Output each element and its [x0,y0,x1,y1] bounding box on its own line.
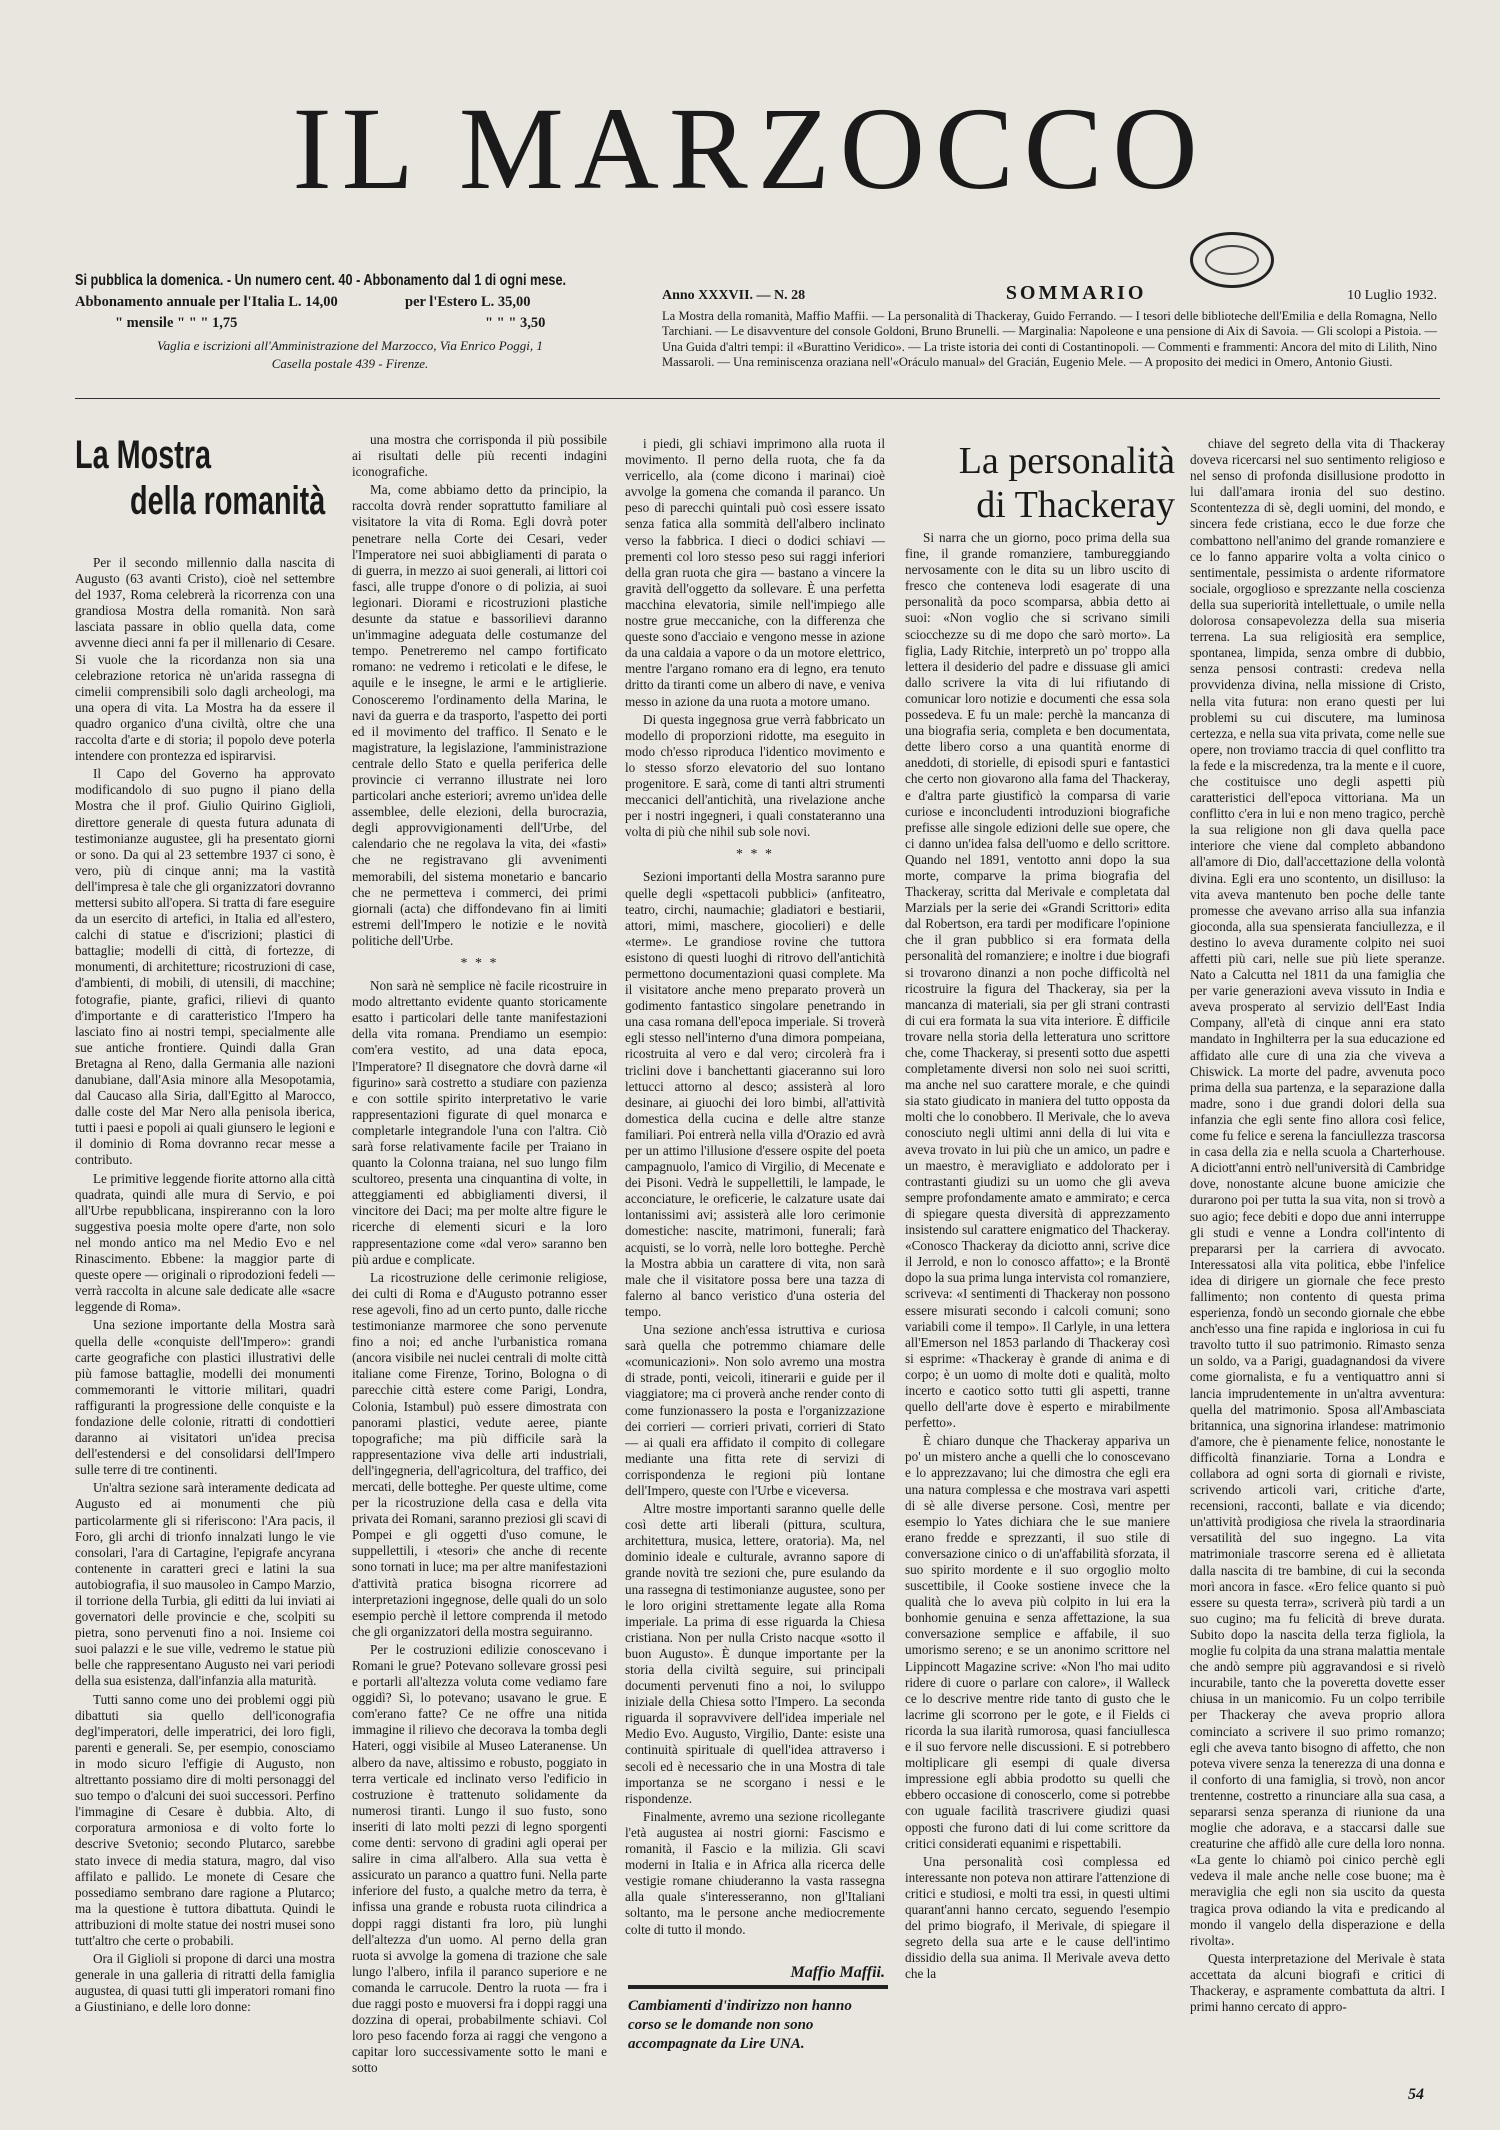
header-divider [75,398,1440,399]
headline-line-1: La personalità [958,440,1175,482]
publication-frequency: Si pubblica la domenica. - Un numero cent. 40 - Abbonamento dal 1 di ogni mese. [75,272,567,289]
paragraph: Per le costruzioni edilizie conoscevano i Romani le grue? Potevano sollevare grossi pesi e portarli all'altezza voluta come vediamo fare oggidì? Sì, lo potevano; usavano le grue. E com'erano fatte? Ce ne offre una nitida immagine il rilievo che decorava la tomba degli Hateri, oggi visibile al Museo Lateranense. Un albero da nave, altissimo e robusto, poggiato in terra verticale ed inclinato verso l'edificio in costruzione è trattenuto solidamente da numerosi tiranti. Lungo il suo fusto, sono inseriti di lato molti pezzi di legno sporgenti come denti: servono di gradini agli operai per salire in cima all'albero. Alla sua vetta è assicurato un paranco a quattro funi. Nella parte inferiore del fusto, a qualche metro da terra, è infissa una grande e robusta ruota cilindrica a doppi raggi distanti fra loro, più lunghi dell'altezza d'un uomo. Al perno della gran ruota si avvolge la gomena di trazione che sale lungo l'albero, infila il paranco superiore e ne comanda le carrucole. Dentro la ruota — fra i due raggi posto e muoversi fra i doppi raggi una dozzina di operai, probabilmente schiavi. Col loro peso facendo forza ai raggi che vengono a capitar loro successivamente sotto le mani e sotto [352,1641,607,2076]
article-column-2 [352,432,607,2097]
subscription-monthly-italy: " mensile " " " 1,75 [115,315,238,331]
administration-address: Vaglia e iscrizioni all'Amministrazione del Marzocco, Via Enrico Poggi, 1 [157,338,543,353]
section-separator: * * * [736,847,774,863]
article-column-4 [905,530,1170,2090]
issue-number: Anno XXXVII. — N. 28 [662,288,806,303]
subscription-abroad: per l'Estero L. 35,00 [405,294,531,310]
paragraph: Si narra che un giorno, poco prima della sua fine, il grande romanziere, tambureggiando nervosamente con le dita su un libro uscito di fresco che conteneva lodi esagerate di una personalità da poco scomparsa, abbia detto ai suoi: «Non voglio che si scrivano simili sciocchezze su di me dopo che sarò morto». La figlia, Lady Ritchie, interpretò un po' troppo alla lettera il desiderio del padre e dissuase gli amici dallo scrivere la vita di lui rifiutando di comunicar loro notizie e documenti che essa sola possedeva. E fu un male: perchè la mancanza di una biografia seria, completa e ben documentata, dette libero corso a una quantità enorme di aneddoti, di storielle, di episodi spuri e fantastici che certo non giovarono alla fama del Thackeray, e d'altra parte giustificò la comparsa di varie curiose e inconcludenti introduzioni biografiche prefisse alle singole edizioni delle sue opere, che ci danno un'idea falsa dell'uomo e dello scrittore. Quando nel 1891, ventotto anni dopo la sua morte, comparve la prima biografia del Thackeray, scritta dal Merivale e completata dal Marzials per la serie dei «Grandi Scrittori» edita dal Robertson, era tardi per modificare l'opinione che il gran pubblico si era formata della personalità del romanziere; e inoltre i due biografi si trovarono dinanzi a non poche difficoltà nel ricostruire la figura del Thackeray, sia per la mancanza di materiali, sia per gli strani contrasti di cui era formata la sua vita interiore. È difficile trovare nella storia della letteratura uno scrittore che, come Thackeray, si presenti sotto due aspetti completamente diversi non solo nei suoi scritti, ma anche nel suo carattere morale, e che quindi sia stato giudicato in maniera del tutto opposta da molti che lo conobbero. Il Merivale, che lo aveva conosciuto negli ultimi anni della di lui vita e aveva trovato in lui più che un amico, un padre e un maestro, è meravigliato e addolorato per i contrastanti giudizi su un uomo che gli aveva sempre profondamente amato e ammirato; e cerca di spiegare questa diversità di apprezzamento insistendo sul carattere enigmatico del Thackeray. «Conosco Thackeray da diciotto anni, scrive dice il Jerrold, e non lo conosco affatto»; e la Brontë dopo la sua prima lunga intervista col romanziere, scriveva: «I sentimenti di Thackeray non possono essere misurati secondo i calcoli comuni; sono variabili come il tempo». Il Carlyle, in una lettera all'Emerson nel 1853 parlando di Thackeray così si esprime: «Thackeray è grande di anima e di corpo; è un uomo di molte doti e qualità, molto incerto e caotico sotto tutti gli aspetti, tranne quello dell'arte dove è esperto e mirabilmente perfetto». [905,530,1170,1431]
headline-line-1: La Mostra [75,433,212,477]
article-column-3 [625,436,885,1971]
paragraph: Le primitive leggende fiorite attorno alla città quadrata, quindi alle mura di Servio, e poi all'Urbe repubblicana, inspireranno con la loro suggestiva poesia molte opere d'arte, non solo nel mondo antico ma nel Medio Evo e nel Rinascimento. Ebbene: la maggior parte di queste opere — originali o riprodozioni fedeli — verrà raccolta in alcune sale dedicate alle «sacre leggende di Roma». [75,1170,335,1315]
paragraph: Di questa ingegnosa grue verrà fabbricato un modello di proporzioni ridotte, ma eseguito in modo ch'esso riproduca l'identico movimento e lo stesso sforzo elevatorio del suo lontano progenitore. E sarà, come di tanti altri strumenti meccanici dell'antichità, una rivelazione anche per i nostri ingegneri, i quali constateranno una volta di più che nihil sub sole novi. [625,711,885,840]
library-stamp [1190,232,1274,288]
paragraph: Una sezione importante della Mostra sarà quella delle «conquiste dell'Impero»: grandi carte geografiche con plastici illustrativi delle più famose battaglie, modelli dei monumenti commemoranti le vittorie militari, quadri raffiguranti la progressione delle conquiste e la fondazione delle colonie, ritratti di condottieri daranno ai visitatori un'idea precisa dell'estendersi e del consolidarsi dell'Impero sulle terre di tre continenti. [75,1317,335,1478]
paragraph: chiave del segreto della vita di Thackeray doveva ricercarsi nel suo sentimento religioso e nel senso di profonda disillusione prodotto in lui dall'amara ironia del suo destino. Scontentezza di sè, degli uomini, del mondo, e sincera fede cristiana, ecco le due forze che combattono nell'animo del grande romanziere e ce lo fanno apparire volta a volta cinico o sentimentale, pessimista o ardente riformatore sociale, orgoglioso e sprezzante nella coscienza della sua superiorità intellettuale, o umile nella dolorosa consapevolezza della sua miseria terrena. La sua religiosità era semplice, spontanea, limpida, senza ombre di dubbio, senza pensosi contrasti: credeva nella provvidenza divina, nella missione di Cristo, nella vita futura: non erano questi per lui problemi su cui discutere, ma luminosa certezza, e nella sua vita privata, come nelle sue opere, non troviamo traccia di quel conflitto tra la fede e la miscredenza, tra la mente e il cuore, che costituisce uno degli aspetti più caratteristici dell'epoca vittoriana. Ma un conflitto c'era in lui e non meno tragico, perchè la sua religione non gli dava quella pace interiore che viene dal completo abbandono all'amore di Dio, dall'accettazione della volontà divina. Egli era uno scontento, un disilluso: la vita aveva mantenuto ben poche delle tante promesse che avevano arriso alla sua infanzia gioconda, alla sua spensierata fanciullezza, e il destino lo aveva duramente colpito nei suoi affetti più cari, nelle sue più liete speranze. Nato a Calcutta nel 1811 da una famiglia che per varie generazioni aveva vissuto in India e aveva prosperato al servizio dell'East India Company, all'età di cinque anni era stato mandato in Inghilterra per la sua educazione ed affidato alle cure di una zia che viveva a Chiswick. La morte del padre, avvenuta poco prima della sua partenza, e la separazione dalla madre, sono i due grandi dolori della sua infanzia che egli sente fino allora così felice, come fu felice e serena la fanciullezza trascorsa in casa della zia e nella scuola a Charterhouse. A diciott'anni entrò nell'università di Cambridge dove, nonostante alcune buone amicizie che durarono poi per tutta la sua vita, non si trovò a suo agio; fece debiti e dopo due anni interruppe gli studi e venne a Londra coll'intento di prepararsi per la carriera di avvocato. Interessatosi alla vita politica, ebbe l'infelice idea di dirigere un giornale che fece presto fallimento; non contento di questa prima esperienza, fondò un secondo giornale che ebbe anch'esso una fine rapida e ingloriosa in cui fu travolto tutto il suo patrimonio. Rimasto senza un soldo, va a Parigi, guadagnandosi da vivere come giornalista, e fu a ventiquattro anni si lancia imprudentemente in un'altra avventura: quella del matrimonio. Sposa all'Ambasciata britannica, una signorina irlandese: matrimonio d'amore, che è pienamente felice, nonostante le difficoltà finanziarie. Torna a Londra e collabora ad ogni sorta di giornali e riviste, scrivendo articoli vari, critiche d'arte, recensioni, racconti, ballate e via dicendo; un'attività prodigiosa che rivela la straordinaria versatilità del suo ingegno. La vita matrimoniale trascorre serena ed è allietata dalla nascita di tre bambine, di cui la seconda morì ancora in fasce. «Ero felice quanto si può essere su questa terra», scriverà più tardi a un suo cugino; ma fu felicità di breve durata. Subito dopo la nascita della terza figliola, la moglie fu colpita da una strana malattia mentale che andò sempre più aggravandosi e si rivelò incurabile, tanto che la poveretta dovette esser chiusa in un manicomio. Fu un colpo terribile per Thackeray che aveva proprio allora cominciato a scrivere il suo primo romanzo; egli che aveva tanto bisogno di affetto, che non poteva vivere senza la tenerezza di una donna e il conforto di una famiglia, si trovò, non ancor trentenne, costretto a rinunciare alla sua casa, a separarsi senza speranza di riunione da una moglie che adorava, e a staccarsi dalle sue creaturine che affidò alle cure della loro nonna. «La gente lo chiamò poi cinico perchè egli vedeva il male anche nelle cose buone; ma è meraviglia che egli non sia uscito da questa tragica prova odiando la vita e predicando al mondo il vangelo della disperazione e della rivolta». [1190,436,1445,1948]
subscription-row-monthly [75,315,625,332]
page-number: 54 [1408,2086,1424,2103]
paragraph: Non sarà nè semplice nè facile ricostruire in modo altrettanto evidente quanto storicamente esatto i particolari delle tante manifestazioni della vita romana. Prendiamo un esempio: com'era vestito, ad una data epoca, l'Imperatore? Il disegnatore che dovrà darne «il figurino» sarà costretto a studiare con pazienza e con sottile spirito interpretativo le varie rappresentazioni figurate di quel monarca e completarle integrandole l'una con l'altra. Ciò sarà forse relativamente facile per Traiano in quanto la Colonna traiana, nel suo lungo film scultoreo, presenta una cinquantina di volte, in atteggiamenti ed abbigliamenti diversi, il vincitore dei Daci; ma per molte altre figure le ricerche di elementi sicuri e la loro rappresentazione come «dal vero» saranno ben più ardue e complicate. [352,978,607,1267]
paragraph: Ma, come abbiamo detto da principio, la raccolta dovrà render soprattutto familiare al visitatore la vita di Roma. Egli dovrà poter penetrare nella Corte dei Cesari, veder l'Imperatore nei suoi abbigliamenti di parata o di guerra, in mezzo ai suoi generali, ai littori coi fasci, alle truppe d'onore o di polizia, ai suoi legionari. Diorami e ricostruzioni plastiche desunte da statue e bassorilievi daranno un'immagine adeguata delle costumanze del tempo. Penetreremo nel campo fortificato romano: ne vedremo i reticolati e le difese, le aquile e le insegne, le armi e le artiglierie. Conosceremo l'ordinamento della Marina, le navi da guerra e da trasporto, l'aspetto dei porti ed il movimento del traffico. Il Senato e le magistrature, la legislazione, l'amministrazione centrale dello Stato e quella periferica delle provincie ci verranno illustrate nei loro particolari anche esteriori; avremo un'idea delle assemblee, delle elezioni, della burocrazia, degli approvvigionamenti dell'Urbe, del calendario che ne regolava la vita, dei «fasti» che ne registravano gli avvenimenti memorabili, del sistema monetario e bancario che ne permetteva i commerci, dei primi giornali (acta) che diffondevano fin ai limiti estremi dell'Impero le notizie e le novità politiche dell'Urbe. [352,482,607,948]
article-headline-mostra [75,432,340,524]
paragraph: Sezioni importanti della Mostra saranno pure quelle degli «spettacoli pubblici» (anfiteatro, teatro, circhi, naumachie; gladiatori e bestiarii, attori, mimi, maschere, giocolieri) e delle «terme». Le grandiose rovine che tuttora esistono di questi luoghi di ritrovo dell'antichità permettono documentazioni quasi complete. Ma il visitatore anche meno preparato proverà un godimento fantastico singolare penetrando in una casa romana dell'epoca imperiale. Si troverà egli stesso nell'interno d'una dimora pompeiana, ricostruita al vero e dal vero; circolerà fra i triclini dove i banchettanti giaceranno sui loro lettucci attorno al desco; assisterà al loro desinare, ai giuochi dei loro bimbi, all'attività domestica della cucina e delle altre stanze familiari. Poi entrerà nella villa d'Orazio ed avrà per un attimo l'illusione d'essere ospite del poeta campagnuolo, l'amico di Virgilio, di Mecenate e dei Pisoni. Vedrà le suppellettili, le lampade, le acconciature, le oreficerie, le calzature usate dai lontanissimi avi; assisterà alle loro cerimonie domestiche: nascite, matrimoni, funerali; farà acquisti, se lo vorrà, nelle loro botteghe. Perchè la Mostra abbia un carattere di vita, non sarà male che il visitatore possa bere una tazza di falerno al banco veristico d'una osteria del tempo. [625,869,885,1319]
paragraph: Altre mostre importanti saranno quelle delle così dette arti liberali (pittura, scultura, architettura, musica, lettere, oratoria). Ma, nel dominio ideale e culturale, avranno sapore di grande novità tre sezioni che, pure esulando da una rassegna di testimonianze augustee, sono per le loro origini strettamente legate alla Roma imperiale. La prima di esse riguarda la Chiesa cristiana. Non per nulla Cristo nacque «sotto il buon Augusto». È dunque importante per la storia della civiltà seguire, sui principali documenti pervenuti fino a noi, lo sviluppo iniziale della Chiesa sotto l'Impero. La seconda riguarda il sopravvivere dell'idea imperiale nel Medio Evo. Augusto, Virgilio, Dante: esiste una continuità spirituale di quell'idea attraverso i secoli ed è necessario che in una Mostra di tale importanza se ne scorgano i nessi e le rispondenze. [625,1501,885,1806]
paragraph: una mostra che corrisponda il più possibile ai risultati delle più recenti indagini iconografiche. [352,432,607,480]
paragraph: Tutti sanno come uno dei problemi oggi più dibattuti sia quello dell'iconografia degl'imperatori, delle imperatrici, dei loro figli, parenti e generali. Se, per esempio, conosciamo in modo sicuro l'effigie di Augusto, non altrettanto possiamo dire di molti personaggi del suo tempo o d'alcuni dei suoi successori. Perfino l'immagine di Cesare è dubbia. Alto, di corporatura armoniosa e di volto forte lo descrive Svetonio; secondo Plutarco, sarebbe stato invece di media statura, magro, dal viso affilato e pallido. Le monete di Cesare che possediamo sembrano dare ragione a Plutarco; ma la questione è tuttora dibattuta. Quindi le attribuzioni di molte statue dei nostri musei sono tutt'altro che certe o probabili. [75,1691,335,1948]
paragraph: Il Capo del Governo ha approvato modificandolo di suo pugno il piano della Mostra che il prof. Giulio Quirino Giglioli, direttore generale di questa futura adunata di testimonianze augustee, gli ha presentato giorni or sono. Da qui al 23 settembre 1937 ci sono, è vero, più di cinque anni; ma la vastità dell'impresa è tale che gli organizzatori dovranno mettersi subito all'opera. Si tratta di fare eseguire da un esercito di artefici, in Italia ed all'estero, calchi di statue e d'iscrizioni; plastici di battaglie; modelli di città, di fortezze, di monumenti, di architetture; ricostruzioni di case, d'ambienti, di mobili, di utensili, di macchine; fotografie, piante, grafici, rilievi di quanto d'importante e di caratteristico l'Impero ha lasciato fino ai nostri tempi, specialmente alle sue antiche frontiere. Quindi dalla Gran Bretagna al Reno, dalla Germania alle nazioni danubiane, dall'Asia minore alla Mesopotamia, dal Caucaso alla Siria, dall'Egitto al Marocco, dalle coste del Mar Nero alla penisola iberica, tutti i paesi e popoli ai quali giunsero le legioni e il dominio di Roma dovranno recar messe a contributo. [75,766,335,1168]
address-change-notice: Cambiamenti d'indirizzo non hanno corso se le domande non sono accompagnate da Lire UNA. [628,1985,888,2053]
paragraph: La ricostruzione delle cerimonie religiose, dei culti di Roma e d'Augusto potranno esser rese agevoli, fino ad un certo punto, dalle ricche testimonianze marmoree che sono pervenute fino a noi; ed anche l'urbanistica romana (ancora visibile nei nuclei centrali di molte città italiane come Firenze, Torino, Bologna o di parecchie città estere come Parigi, Londra, Colonia, Istambul) può essere dimostrata con panorami plastici, vedute aeree, piante topografiche; ma più difficile sarà la rappresentazione viva delle arti industriali, dell'ingegneria, dell'agricoltura, del traffico, dei mercati, delle botteghe. Per queste ultime, come per la ricostruzione della casa e della vita privata dei Romani, saranno preziosi gli scavi di Pompei e gli oggetti d'uso comune, le suppellettili, i «tesori» che anche di recente sono tornati in luce; ma per altre manifestazioni d'attività pratica bisogna ricorrere ad interpretazioni ingegnose, delle quali do un solo esempio perchè il lettore comprenda il metodo che gli organizzatori della mostra seguiranno. [352,1269,607,1639]
article-signature: Maffio Maffii. [790,1964,885,1981]
paragraph: Ora il Giglioli si propone di darci una mostra generale in una galleria di ritratti della famiglia augustea, di quasi tutti gli imperatori romani fino a Giustiniano, e delle loro donne: [75,1951,335,2015]
article-signature-block [625,1960,885,1982]
sommario-header [662,282,1437,305]
sommario-title: SOMMARIO [1005,282,1147,304]
section-separator: * * * [460,956,499,971]
paragraph: Per il secondo millennio dalla nascita di Augusto (63 avanti Cristo), cioè nel settembre del 1937, Roma celebrerà la ricorrenza con una grandiosa Mostra della romanità. Non sarà lasciata passare in oblio quella data, come avvenne dieci anni fa per il millenario di Cesare. Si vuole che la ricordanza non sia una celebrazione retorica nè un'arida rassegna di cimelii comprensibili solo dagli archeologi, ma una opera di vita. La Mostra ha da essere il quadro organico d'una civiltà, oltre che una raccolta d'arte e di storia; il popolo deve poterla intendere con prontezza ed ispirarvisi. [75,555,335,764]
article-column-5 [1190,436,1445,2086]
paragraph: Un'altra sezione sarà interamente dedicata ad Augusto ed ai monumenti che più particolarmente gli si riferiscono: l'Ara pacis, il Foro, gli archi di trionfo innalzati lungo le vie consolari, l'ara di Cartagine, l'epigrafe ancyrana contenente in caratteri greci e latini la sua autobiografia, il suo mausoleo in Campo Marzio, il torrione della Turbia, gli editti da lui inviati ai governatori delle provincie e che, scolpiti su pietra, sono pervenuti fino a noi. Insieme coi suoi palazzi e le sue ville, vedremo le statue più belle che rappresentano Augusto nei vari periodi della sua esistenza, dall'infanzia alla maturità. [75,1480,335,1689]
paragraph: i piedi, gli schiavi imprimono alla ruota il movimento. Il perno della ruota, che fa da verricello, ala (come dicono i marinai) cioè avvolge la gomena che comanda il paranco. Un peso di parecchi quintali può così essere issato senza fatica alla sommità dell'albero inclinato verso la fabbrica. I dieci o dodici schiavi — prementi col loro stesso peso sui raggi inferiori della gran ruota che gira — bastano a vincere la gravità dell'oggetto da sollevare. È una perfetta macchina elevatoria, simile nell'impiego alle nostre grue meccaniche, con la differenza che queste sono d'acciaio e vengono messe in azione da una caldaia a vapore o da un motore elettrico, mentre l'argano romano era di legno, era tenuto dritto da tiranti come un albero di nave, e veniva messo in azione da una ruota a motore umano. [625,436,885,709]
postal-box: Casella postale 439 - Firenze. [271,356,429,371]
paragraph: Finalmente, avremo una sezione ricollegante l'età augustea ai nostri giorni: Fascismo e romanità, il Fascio e la milizia. Gli scavi moderni in Italia e in Africa alla ricerca delle vestigie romane chiuderanno la vasta rassegna alla quale s'interesseranno, non gl'Italiani soltanto, ma le persone anche mediocremente colte di tutto il mondo. [625,1808,885,1937]
headline-line-2: della romanità [130,479,326,523]
article-headline-thackeray [915,440,1175,527]
subscription-italy: Abbonamento annuale per l'Italia L. 14,00 [75,294,338,310]
headline-line-2: di Thackeray [976,483,1175,526]
paragraph: Una sezione anch'essa istruttiva e curiosa sarà quella che potremmo chiamare delle «comunicazioni». Non solo avremo una mostra di strade, ponti, veicoli, itinerarii e guide per il viaggiatore; ma ci proverà anche render conto di come funzionassero la posta e l'organizzazione dei corrieri — corrieri privati, corrieri di Stato — ai quali era affidato il compito di collegare mediante una fitta rete di servizi di corrispondenza le regioni più lontane dell'Impero, queste con l'Urbe e viceversa. [625,1322,885,1498]
subscription-row-annual [75,294,625,311]
paragraph: Una personalità così complessa ed interessante non poteva non attirare l'attenzione di critici e studiosi, e molti tra essi, in questi ultimi quarant'anni hanno cercato, seguendo l'esempio del primo biografo, il Merivale, di spiegare il segreto della sua arte e le cause dell'intimo dissidio della sua anima. Il Merivale aveva detto che la [905,1853,1170,1982]
paragraph: Questa interpretazione del Merivale è stata accettata da alcuni biografi e critici di Thackeray, e aspramente combattuta da altri. I primi hanno cercato di appro- [1190,1950,1445,2015]
subscription-monthly-abroad: " " " 3,50 [485,315,546,331]
issue-date: 10 Luglio 1932. [1347,288,1437,303]
article-column-1 [75,555,335,2100]
publication-info [75,272,625,372]
sommario [662,282,1437,370]
masthead-title: IL MARZOCCO [292,83,1208,214]
sommario-contents: La Mostra della romanità, Maffio Maffii. — La personalità di Thackeray, Guido Ferrando. — I tesori delle biblioteche dell'Emilia e della Romagna, Nello Tarchiani. — Le disavventure del console Goldoni, Bruno Brunelli. — Marginalia: Napoleone e una pensione di Aix di Savoia. — Gli scolopi a Pistoia. — Una Guida d'altri tempi: il «Burattino Veridico». — La triste istoria dei conti di Costantinopoli. — Commenti e frammenti: Ancora del mito di Lilith, Nino Massaroli. — Una reminiscenza oraziana nell'«Oráculo manual» del Gracián, Eugenio Mele. — A proposito dei medici in Omero, Antonio Giusti. [662,309,1437,369]
paragraph: È chiaro dunque che Thackeray appariva un po' un mistero anche a quelli che lo conoscevano e lo apprezzavano; lui che dimostra che egli era una natura complessa e che mostrava vari aspetti di sè alle diverse persone. Così, mentre per esempio lo Yates dichiara che le sue maniere erano fredde e sprezzanti, il suo stile di conversazione cinico o di un'affabilità sforzata, il suo spirito mordente e il suo orgoglio molto suscettibile, il Cooke sostiene invece che la qualità che lo aveva più colpito in lui era la bonhomie genuina e senza affettazione, la sua conversazione semplice e affabile, il suo umorismo sereno; e se un anonimo scrittore nel Lippincott Magazine scrive: «Non l'ho mai udito ridere di cuore o parlare con calore», il Walleck ce lo descrive mentre ride tanto di gusto che le lacrime gli scorrono per le gote, e il Fields ci ricorda la sua ilarità rumorosa, quasi fanciullesca e il suo fervore nelle discussioni. E si potrebbero moltiplicare gli esempi di quale diversa impressione egli abbia prodotto su quelli che ebbero occasione di conoscerlo, come si potrebbe con uguale facilità trascrivere giudizi quasi opposti che furono dati di lui come scrittore da critici considerati equanimi e rispettabili. [905,1433,1170,1851]
